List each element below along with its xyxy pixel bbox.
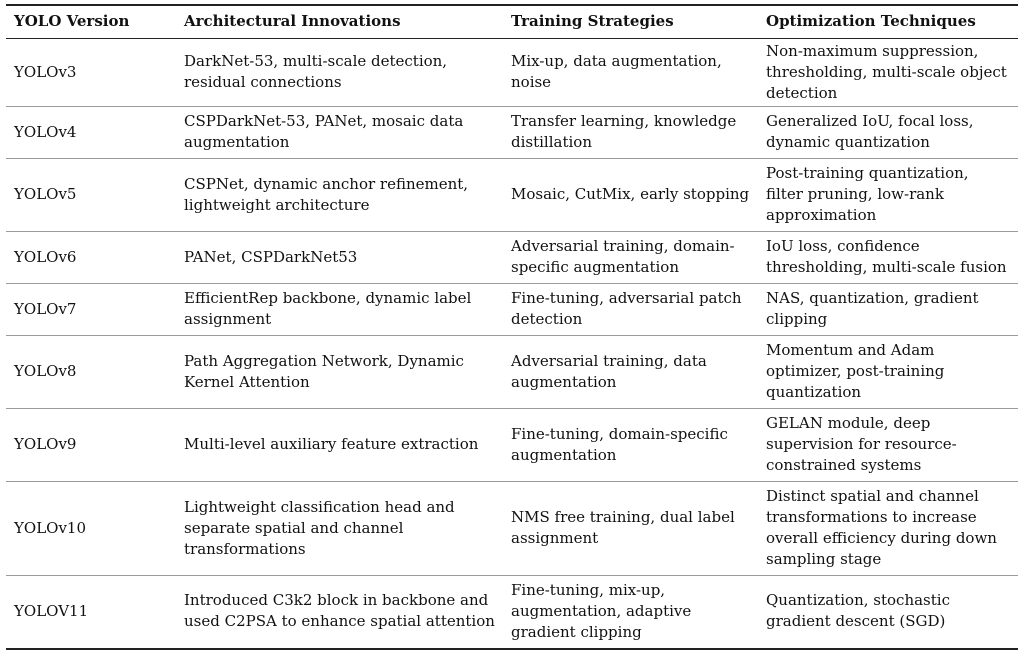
cell-training: Transfer learning, knowledge distillation bbox=[511, 112, 737, 151]
cell-version: YOLOv5 bbox=[14, 185, 77, 203]
table-body bbox=[6, 39, 1018, 649]
cell-optimization: IoU loss, confidence thresholding, multi-scale fusion bbox=[766, 237, 1007, 276]
cell-training: Fine-tuning, mix-up, augmentation, adaptive gradient clipping bbox=[511, 580, 692, 641]
header-architectural-innovations: Architectural Innovations bbox=[184, 12, 401, 30]
table-row bbox=[6, 107, 1018, 159]
yolo-comparison-table bbox=[6, 4, 1018, 650]
cell-innovations: Lightweight classification head and separate spatial and channel transformations bbox=[184, 497, 455, 558]
header-optimization-techniques: Optimization Techniques bbox=[766, 12, 976, 30]
cell-optimization: Post-training quantization, filter pruning, low-rank approximation bbox=[766, 164, 969, 224]
table-row bbox=[6, 576, 1018, 649]
cell-optimization: GELAN module, deep supervision for resource-constrained systems bbox=[766, 414, 957, 474]
header-row bbox=[6, 5, 1018, 39]
cell-optimization: Non-maximum suppression, thresholding, multi-scale object detection bbox=[766, 41, 1007, 102]
table-row bbox=[6, 159, 1018, 232]
cell-training: Mosaic, CutMix, early stopping bbox=[511, 185, 750, 203]
cell-training: Fine-tuning, domain-specific augmentation bbox=[511, 424, 728, 464]
table-row bbox=[6, 284, 1018, 336]
table-header bbox=[6, 5, 1018, 39]
table-row bbox=[6, 482, 1018, 576]
cell-version: YOLOv3 bbox=[14, 62, 77, 81]
cell-innovations: CSPNet, dynamic anchor refinement, lightweight architecture bbox=[184, 174, 469, 214]
cell-innovations: Multi-level auxiliary feature extraction bbox=[184, 435, 479, 453]
cell-innovations: Introduced C3k2 block in backbone and used C2PSA to enhance spatial attention bbox=[184, 591, 495, 631]
cell-training: NMS free training, dual label assignment bbox=[511, 508, 735, 547]
cell-innovations: PANet, CSPDarkNet53 bbox=[184, 247, 358, 266]
cell-version: YOLOv4 bbox=[14, 122, 77, 141]
yolo-comparison-table-wrapper bbox=[6, 4, 1018, 650]
cell-version: YOLOv10 bbox=[14, 518, 87, 537]
cell-innovations: DarkNet-53, multi-scale detection, residual connections bbox=[184, 52, 448, 91]
cell-optimization: Quantization, stochastic gradient descent (SGD) bbox=[766, 591, 950, 631]
cell-version: YOLOv6 bbox=[14, 247, 77, 266]
cell-innovations: Path Aggregation Network, Dynamic Kernel Attention bbox=[184, 351, 464, 391]
cell-innovations: CSPDarkNet-53, PANet, mosaic data augmentation bbox=[184, 112, 464, 151]
cell-optimization: NAS, quantization, gradient clipping bbox=[766, 289, 979, 328]
cell-training: Fine-tuning, adversarial patch detection bbox=[511, 289, 742, 328]
header-training-strategies: Training Strategies bbox=[511, 12, 674, 30]
table-row bbox=[6, 336, 1018, 409]
cell-version: YOLOv7 bbox=[14, 299, 77, 318]
cell-optimization: Momentum and Adam optimizer, post-training quantization bbox=[766, 341, 945, 401]
header-yolo-version: YOLO Version bbox=[14, 12, 130, 30]
cell-optimization: Distinct spatial and channel transformations to increase overall efficiency during down sampling stage bbox=[766, 487, 997, 568]
cell-training: Adversarial training, domain-specific augmentation bbox=[511, 237, 735, 276]
cell-training: Adversarial training, data augmentation bbox=[511, 351, 707, 391]
cell-version: YOLOV11 bbox=[14, 601, 89, 620]
table-row bbox=[6, 409, 1018, 482]
cell-training: Mix-up, data augmentation, noise bbox=[511, 52, 722, 91]
cell-version: YOLOv9 bbox=[14, 435, 77, 453]
cell-optimization: Generalized IoU, focal loss, dynamic quantization bbox=[766, 112, 974, 151]
table-row bbox=[6, 39, 1018, 107]
cell-innovations: EfficientRep backbone, dynamic label assignment bbox=[184, 289, 472, 328]
table-row bbox=[6, 232, 1018, 284]
cell-version: YOLOv8 bbox=[14, 362, 77, 380]
